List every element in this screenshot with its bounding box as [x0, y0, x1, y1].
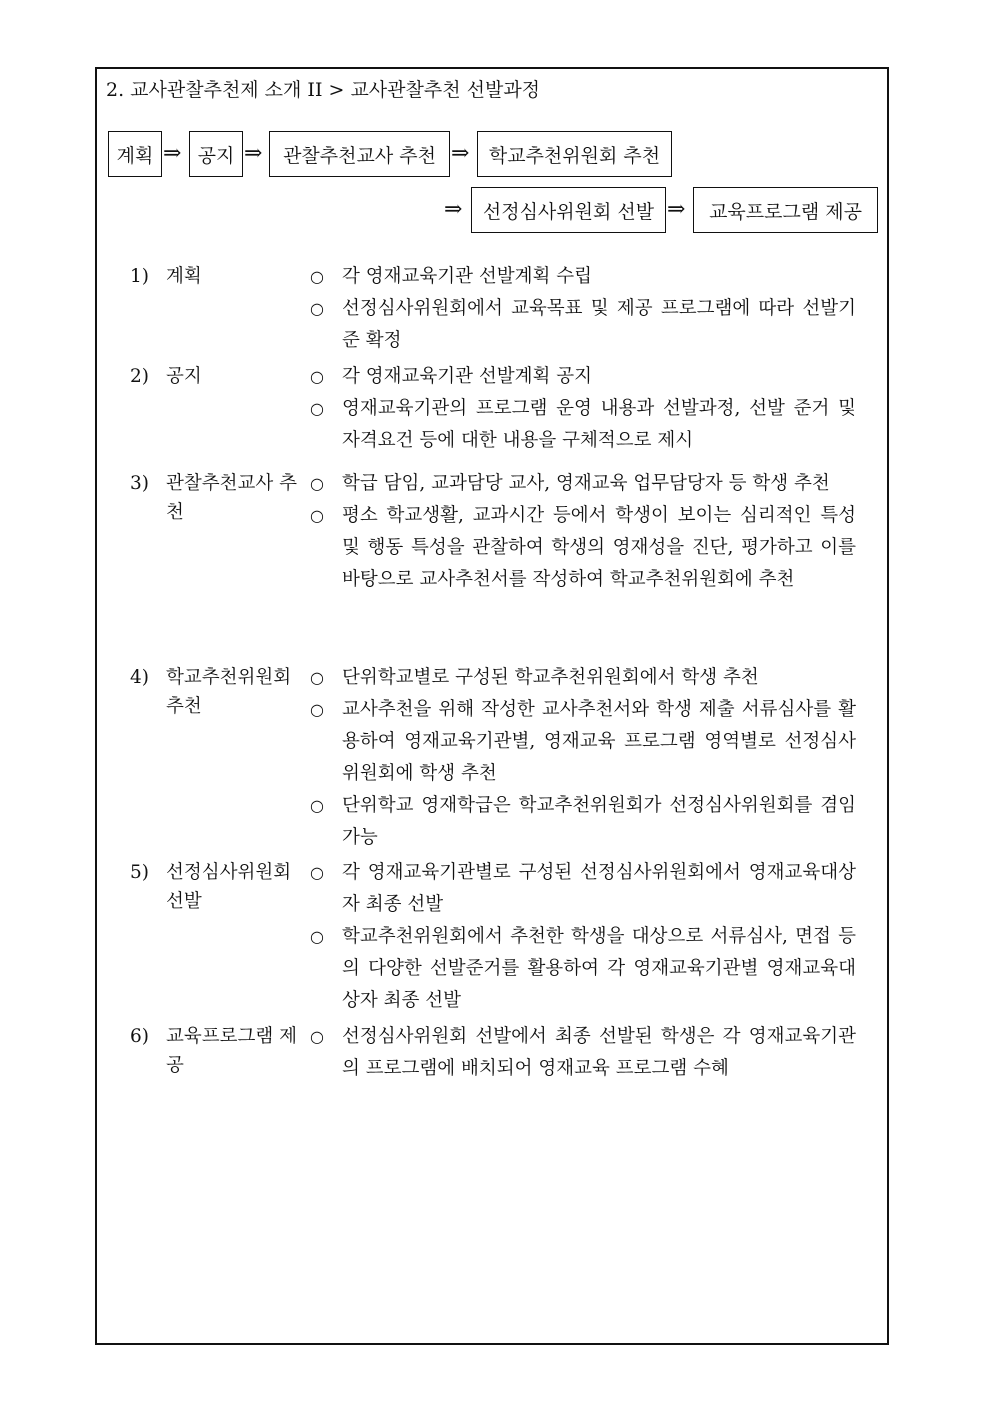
circle-bullet-icon: ○ [310, 796, 324, 815]
section-number: 4) [130, 667, 149, 688]
flow-step-notice: 공지 [189, 131, 243, 177]
section-number: 6) [130, 1026, 149, 1047]
flow-arrow: ⇒ [451, 141, 470, 166]
list-item: ○ 교사추천을 위해 작성한 교사추천서와 학생 제출 서류심사를 활용하여 영재교육기관별, 영재교육 프로그램 영역별로 선정심사위원회에 학생 추천 [310, 694, 856, 790]
list-item: ○ 단위학교 영재학급은 학교추천위원회가 선정심사위원회를 겸임 가능 [310, 790, 856, 854]
section-items [310, 261, 856, 357]
section-items [310, 468, 856, 596]
circle-bullet-icon: ○ [310, 267, 324, 286]
circle-bullet-icon: ○ [310, 399, 324, 418]
circle-bullet-icon: ○ [310, 474, 324, 493]
circle-bullet-icon: ○ [310, 863, 324, 882]
list-item: ○ 단위학교별로 구성된 학교추천위원회에서 학생 추천 [310, 662, 856, 694]
circle-bullet-icon: ○ [310, 927, 324, 946]
circle-bullet-icon: ○ [310, 299, 324, 318]
list-item: ○ 평소 학교생활, 교과시간 등에서 학생이 보이는 심리적인 특성 및 행동 특성을 관찰하여 학생의 영재성을 진단, 평가하고 이를 바탕으로 교사추천서를 작성하여 학교추천위원회에 추천 [310, 500, 856, 596]
page-title: 2. 교사관찰추천제 소개 II > 교사관찰추천 선발과정 [106, 79, 541, 101]
flow-step-selection-committee: 선정심사위원회 선발 [471, 187, 666, 233]
section-label: 계획 [166, 266, 202, 287]
circle-bullet-icon: ○ [310, 700, 324, 719]
section-items [310, 857, 856, 1017]
circle-bullet-icon: ○ [310, 1027, 324, 1046]
flow-arrow: ⇒ [244, 141, 263, 166]
list-item: ○ 학급 담임, 교과담당 교사, 영재교육 업무담당자 등 학생 추천 [310, 468, 856, 500]
list-item: ○ 각 영재교육기관 선발계획 공지 [310, 361, 856, 393]
section-label: 학교추천위원회 추천 [166, 667, 292, 717]
list-item: ○ 선정심사위원회 선발에서 최종 선발된 학생은 각 영재교육기관의 프로그램에 배치되어 영재교육 프로그램 수혜 [310, 1021, 856, 1085]
circle-bullet-icon: ○ [310, 668, 324, 687]
flow-arrow: ⇒ [667, 197, 686, 222]
list-item: ○ 학교추천위원회에서 추천한 학생을 대상으로 서류심사, 면접 등의 다양한 선발준거를 활용하여 각 영재교육기관별 영재교육대상자 최종 선발 [310, 921, 856, 1017]
section-number: 2) [130, 366, 149, 387]
section-label: 교육프로그램 제공 [166, 1026, 297, 1076]
flow-step-school-committee: 학교추천위원회 추천 [477, 131, 672, 177]
section-number: 1) [130, 266, 149, 287]
circle-bullet-icon: ○ [310, 367, 324, 386]
flow-step-education-program: 교육프로그램 제공 [693, 187, 878, 233]
flow-arrow: ⇒ [163, 141, 182, 166]
flow-step-teacher-recommend: 관찰추천교사 추천 [269, 131, 450, 177]
section-items [310, 1021, 856, 1085]
list-item: ○ 영재교육기관의 프로그램 운영 내용과 선발과정, 선발 준거 및 자격요건 등에 대한 내용을 구체적으로 제시 [310, 393, 856, 457]
section-label: 선정심사위원회 선발 [166, 862, 292, 912]
list-item: ○ 선정심사위원회에서 교육목표 및 제공 프로그램에 따라 선발기준 확정 [310, 293, 856, 357]
list-item: ○ 각 영재교육기관 선발계획 수립 [310, 261, 856, 293]
section-number: 3) [130, 473, 149, 494]
section-label: 공지 [166, 366, 202, 387]
section-label: 관찰추천교사 추천 [166, 473, 297, 523]
section-items [310, 662, 856, 854]
section-number: 5) [130, 862, 149, 883]
flow-step-plan: 계획 [108, 131, 162, 177]
circle-bullet-icon: ○ [310, 506, 324, 525]
list-item: ○ 각 영재교육기관별로 구성된 선정심사위원회에서 영재교육대상자 최종 선발 [310, 857, 856, 921]
section-items [310, 361, 856, 457]
flow-arrow: ⇒ [444, 197, 463, 222]
